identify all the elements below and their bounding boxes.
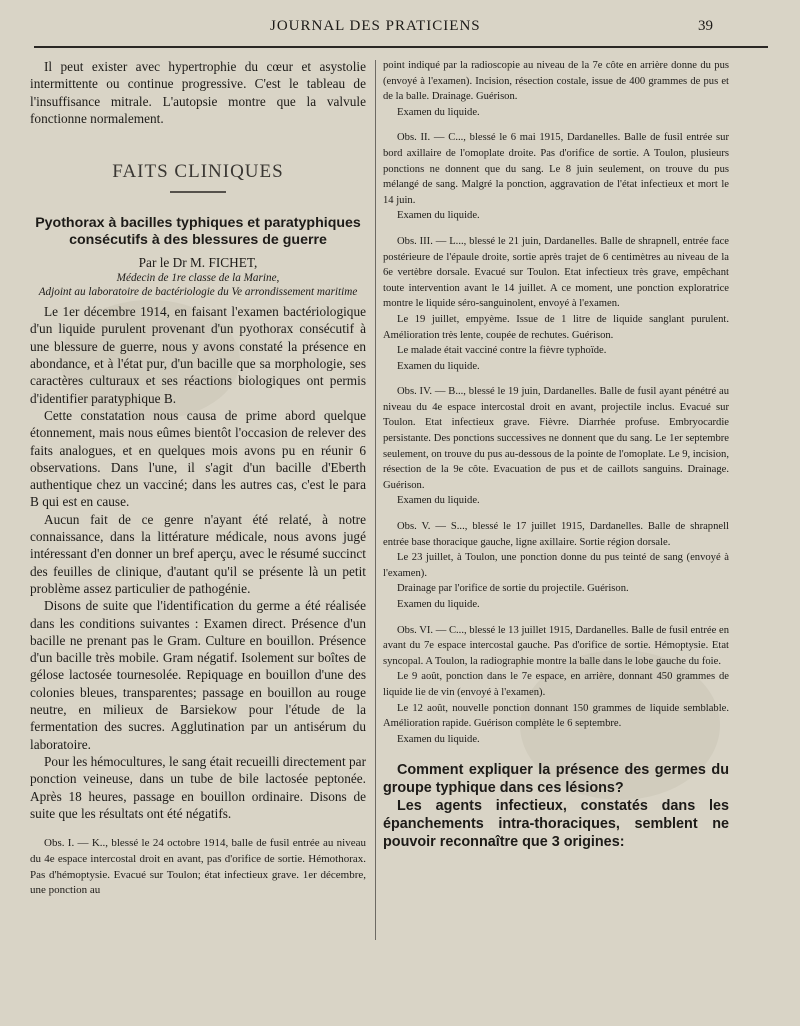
exam-note: Examen du liquide. bbox=[397, 210, 480, 222]
observation-3: Obs. III. — L..., blessé le 21 juin, Dardanelles. Balle de shrapnell, entrée face postérieure de l'épaule droite, sortie après trajet de 6 centimètres au niveau de la 6e vertèbre dorsale. Evacué sur Toulon. Etat infectieux très grave, empêchant toute intervention avant le 14 juillet. A ce moment, une ponction exploratrice montre le liquide séro-sanguinolent, envoyé à l'examen. bbox=[383, 235, 729, 310]
left-column bbox=[30, 58, 366, 899]
paragraph: Cette constatation nous causa de prime abord quelque étonnement, mais nous eûmes bientôt l'occasion de relever des faits analogues, et en quelques mois avons pu en réunir 6 observations. Dans l'une, il s'agit d'un bacille d'Eberth authentique chez un vacciné; dans les autres cas, c'est le para B qui est en cause. bbox=[30, 407, 366, 510]
exam-note: Examen du liquide. bbox=[397, 495, 480, 507]
author-affiliation-lab: Adjoint au laboratoire de bactériologie du Ve arrondissement maritime bbox=[38, 286, 358, 299]
observation-1-continued: point indiqué par la radioscopie au niveau de la 7e côte en arrière donne du pus (envoyé à l'examen). Incision, résection costale, issue de 400 grammes de pus et de la balle. Drainage. Guérison. bbox=[383, 60, 729, 103]
exam-note: Examen du liquide. bbox=[397, 599, 480, 610]
paragraph: Pour les hémocultures, le sang était recueilli directement par ponction veineuse, dans un tube de bile lactosée peptonée. Après 18 heures, passage en bouillon ordinaire. Disons de suite que les résultats ont été négatifs. bbox=[30, 753, 366, 821]
exam-note: Examen du liquide. bbox=[397, 733, 480, 745]
page-number: 39 bbox=[698, 18, 713, 34]
observation-6: Obs. VI. — C..., blessé le 13 juillet 1915, Dardanelles. Balle de fusil entrée en avant du 7e espace intercostal gauche. Pas d'orifice de sortie. Hémoptysie. Etat syncopal. A Toulon, la radiographie montre la balle dans le lobe gauche du foie. bbox=[383, 624, 729, 667]
right-column bbox=[383, 58, 729, 851]
author-byline: Par le Dr M. FICHET, bbox=[138, 255, 258, 271]
observation-6-followup: Le 9 août, ponction dans le 7e espace, en arrière, donnant 450 grammes de liquide lie de vin (envoyé à l'examen). bbox=[383, 671, 729, 698]
observation-1: Obs. I. — K.., blessé le 24 octobre 1914, balle de fusil entrée au niveau du 4e espace intercostal droit en avant, pas d'orifice de sortie. Hémothorax. Pas d'hémoptysie. Evacué sur Toulon; état infectieux grave. 1er décembre, une ponction au bbox=[30, 837, 366, 897]
intro-paragraph: Il peut exister avec hypertrophie du cœur et asystolie intermittente ou continue progressive. C'est le tableau de l'insuffisance mitrale. L'autopsie montre que la valvule fonctionne normalement. bbox=[30, 59, 366, 126]
observation-4: Obs. IV. — B..., blessé le 19 juin, Dardanelles. Balle de fusil ayant pénétré au niveau du 4e espace intercostal droit en avant, projectile inclus. Evacué sur Toulon. Etat infectieux grave. Fièvre. Diarrhée profuse. Embryocardie persistante. Des ponctions successives ne donnent que du sang. Le 1er septembre seulement, on trouve du pus au-dessous de la pointe de l'omoplate. Le 9, incision, résection de la 9e côte. Evacuation de pus et de caillots sanguins. Drainage. Guérison. bbox=[383, 386, 729, 491]
discussion-question: Comment expliquer la présence des germes du groupe typhique dans ces lésions? bbox=[383, 762, 729, 797]
article-title: Pyothorax à bacilles typhiques et paratyphiques consécutifs à des blessures de guerre bbox=[35, 215, 361, 249]
observation-6-second-puncture: Le 12 août, nouvelle ponction donnant 150 grammes de liquide semblable. Amélioration rapide. Guérison complète le 6 septembre. bbox=[383, 702, 729, 730]
header-rule bbox=[34, 46, 768, 48]
section-title: FAITS CLINIQUES bbox=[112, 161, 284, 183]
journal-title: JOURNAL DES PRATICIENS bbox=[270, 18, 481, 34]
author-affiliation: Médecin de 1re classe de la Marine, bbox=[116, 272, 280, 285]
running-head bbox=[0, 18, 800, 40]
vaccination-note: Le malade était vacciné contre la fièvre typhoïde. bbox=[397, 345, 607, 357]
observation-2: Obs. II. — C..., blessé le 6 mai 1915, Dardanelles. Balle de fusil entrée sur bord axillaire de l'omoplate droite. Pas d'orifice de sortie. A Toulon, plusieurs ponctions ne donnent que du sang. Le 8 juin seulement, on trouve du pus mélangé de sang. Malgré la ponction, aggravation de l'état infectieux et mort le 14 juin. bbox=[383, 132, 729, 206]
exam-note: Examen du liquide. bbox=[397, 360, 480, 372]
section-rule bbox=[170, 191, 226, 193]
paragraph: Disons de suite que l'identification du germe a été réalisée dans les conditions suivantes : Examen direct. Présence d'un bacille ne prenant pas le Gram. Culture en bouillon. Présence d'un bacille très mobile. Gram négatif. Isolement sur boîtes de gélose lactosée tournesolée. Repiquage en bouillon d'une des colonies bleues, transparentes; passage en bouillon au rouge neutre, en milieux de Barsiekow pour l'étude de la fermentation des sucres. Agglutination par un antisérum du laboratoire. bbox=[30, 598, 366, 752]
paragraph: Le 1er décembre 1914, en faisant l'examen bactériologique d'un liquide purulent provenant d'un pyothorax consécutif à une blessure de guerre, nous y avons constaté la présence en abondance, et à l'état pur, d'un bacille que sa morphologie, ses caractères culturaux et ses réactions biologiques ont permis d'identifier paratyphique B. bbox=[30, 304, 366, 406]
column-divider bbox=[375, 60, 376, 940]
observation-3-followup: Le 19 juillet, empyème. Issue de 1 litre de liquide sanglant purulent. Amélioration très lente, coupée de rechutes. Guérison. bbox=[383, 313, 729, 341]
observation-5: Obs. V. — S..., blessé le 17 juillet 1915, Dardanelles. Balle de shrapnell entrée base thoracique gauche, ligne axillaire. Sortie région dorsale. bbox=[383, 521, 729, 548]
exam-note: Examen du liquide. bbox=[397, 106, 480, 118]
observation-5-followup: Le 23 juillet, à Toulon, une ponction donne du pus teinté de sang (envoyé à l'examen). bbox=[383, 552, 729, 579]
discussion-paragraph: Les agents infectieux, constatés dans les épanchements intra-thoraciques, semblent ne pouvoir reconnaître que 3 origines: bbox=[383, 798, 729, 851]
paragraph: Aucun fait de ce genre n'ayant été relaté, à notre connaissance, dans la littérature médicale, nous avons jugé intéressant d'en donner un bref aperçu, avec le résumé succinct des feuilles de clinique, d'autant qu'il se présente là un petit problème assez particulier de pathogénie. bbox=[30, 511, 366, 596]
observation-5-drainage: Drainage par l'orifice de sortie du projectile. Guérison. bbox=[397, 583, 629, 595]
